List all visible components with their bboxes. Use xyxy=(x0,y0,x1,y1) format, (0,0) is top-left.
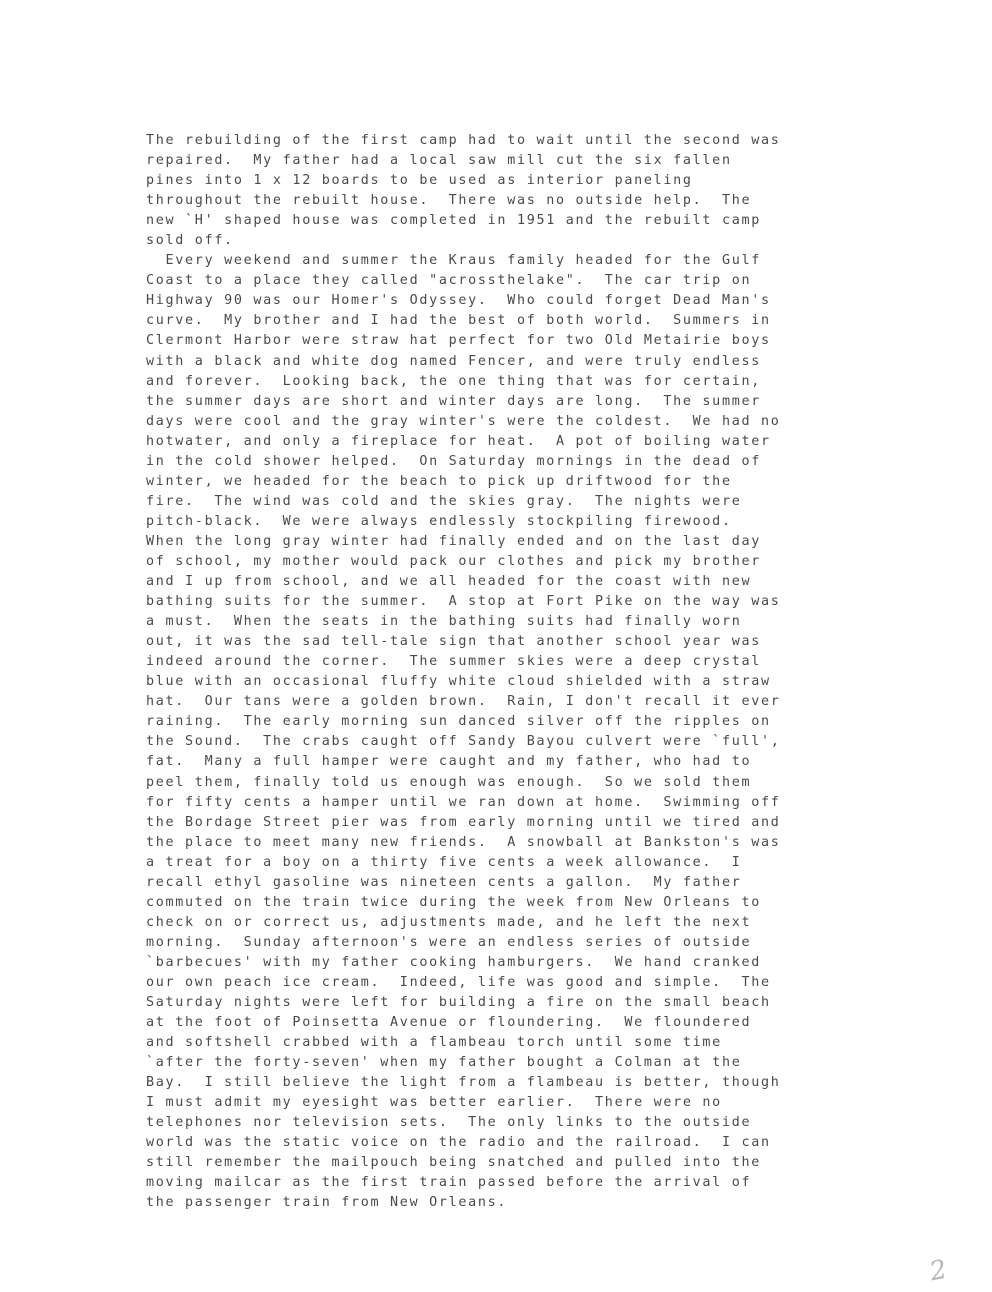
text-line: throughout the rebuilt house. There was no outside help. The xyxy=(146,193,752,209)
text-line: curve. My brother and I had the best of both world. Summers in xyxy=(146,313,771,329)
text-line: with a black and white dog named Fencer, and were truly endless xyxy=(146,353,761,369)
text-line: I must admit my eyesight was better earlier. There were no xyxy=(146,1095,722,1111)
text-line: check on or correct us, adjustments made, and he left the next xyxy=(146,914,752,930)
text-line: Every weekend and summer the Kraus family headed for the Gulf xyxy=(146,253,761,269)
text-line: The rebuilding of the first camp had to wait until the second was xyxy=(146,133,781,148)
text-line: bathing suits for the summer. A stop at Fort Pike on the way was xyxy=(146,594,781,610)
body-text xyxy=(146,131,781,1214)
text-line: the Bordage Street pier was from early morning until we tired and xyxy=(146,814,781,830)
text-line: pitch-black. We were always endlessly stockpiling firewood. xyxy=(146,513,732,529)
text-line: a must. When the seats in the bathing suits had finally worn xyxy=(146,614,742,630)
text-line: Clermont Harbor were straw hat perfect for two Old Metairie boys xyxy=(146,333,771,349)
text-line: telephones nor television sets. The only links to the outside xyxy=(146,1115,752,1131)
text-line: `barbecues' with my father cooking hamburgers. We hand cranked xyxy=(146,954,761,970)
text-line: morning. Sunday afternoon's were an endless series of outside xyxy=(146,934,752,950)
text-line: Highway 90 was our Homer's Odyssey. Who could forget Dead Man's xyxy=(146,293,771,309)
text-line: raining. The early morning sun danced silver off the ripples on xyxy=(146,714,771,730)
text-line: pines into 1 x 12 boards to be used as interior paneling xyxy=(146,173,693,189)
text-line: peel them, finally told us enough was enough. So we sold them xyxy=(146,774,752,790)
text-line: `after the forty-seven' when my father bought a Colman at the xyxy=(146,1055,742,1071)
text-line: the place to meet many new friends. A snowball at Bankston's was xyxy=(146,834,781,850)
text-line: moving mailcar as the first train passed before the arrival of xyxy=(146,1175,752,1191)
text-line: sold off. xyxy=(146,233,234,249)
text-line: fire. The wind was cold and the skies gray. The nights were xyxy=(146,493,742,509)
text-line: of school, my mother would pack our clothes and pick my brother xyxy=(146,553,761,569)
text-line: world was the static voice on the radio and the railroad. I can xyxy=(146,1135,771,1151)
text-line: new `H' shaped house was completed in 1951 and the rebuilt camp xyxy=(146,213,761,229)
text-line: and softshell crabbed with a flambeau torch until some time xyxy=(146,1035,722,1051)
text-line: and forever. Looking back, the one thing that was for certain, xyxy=(146,373,761,389)
text-line: days were cool and the gray winter's were the coldest. We had no xyxy=(146,413,781,429)
text-line: Coast to a place they called "acrossthelake". The car trip on xyxy=(146,273,752,289)
text-line: the summer days are short and winter days are long. The summer xyxy=(146,393,761,409)
text-line: indeed around the corner. The summer skies were a deep crystal xyxy=(146,654,761,670)
text-line: Bay. I still believe the light from a flambeau is better, though xyxy=(146,1075,781,1091)
text-line: commuted on the train twice during the week from New Orleans to xyxy=(146,894,761,910)
text-line: at the foot of Poinsetta Avenue or floundering. We floundered xyxy=(146,1015,752,1031)
text-line: our own peach ice cream. Indeed, life was good and simple. The xyxy=(146,974,771,990)
text-line: out, it was the sad tell-tale sign that another school year was xyxy=(146,634,761,650)
text-line: When the long gray winter had finally ended and on the last day xyxy=(146,533,761,549)
text-line: blue with an occasional fluffy white cloud shielded with a straw xyxy=(146,674,771,690)
text-line: repaired. My father had a local saw mill cut the six fallen xyxy=(146,153,732,169)
page-number: 2 xyxy=(927,1254,950,1288)
text-line: hat. Our tans were a golden brown. Rain, I don't recall it ever xyxy=(146,694,781,710)
text-line: in the cold shower helped. On Saturday mornings in the dead of xyxy=(146,453,761,469)
text-line: fat. Many a full hamper were caught and my father, who had to xyxy=(146,754,752,770)
text-line: the passenger train from New Orleans. xyxy=(146,1195,508,1211)
text-line: winter, we headed for the beach to pick up driftwood for the xyxy=(146,473,732,489)
text-line: a treat for a boy on a thirty five cents a week allowance. I xyxy=(146,854,742,870)
text-line: Saturday nights were left for building a fire on the small beach xyxy=(146,995,771,1011)
text-line: for fifty cents a hamper until we ran down at home. Swimming off xyxy=(146,794,781,810)
text-line: still remember the mailpouch being snatched and pulled into the xyxy=(146,1155,761,1171)
text-line: and I up from school, and we all headed for the coast with new xyxy=(146,574,752,590)
text-line: hotwater, and only a fireplace for heat. A pot of boiling water xyxy=(146,433,771,449)
text-line: the Sound. The crabs caught off Sandy Bayou culvert were `full', xyxy=(146,734,781,750)
text-line: recall ethyl gasoline was nineteen cents a gallon. My father xyxy=(146,874,742,890)
